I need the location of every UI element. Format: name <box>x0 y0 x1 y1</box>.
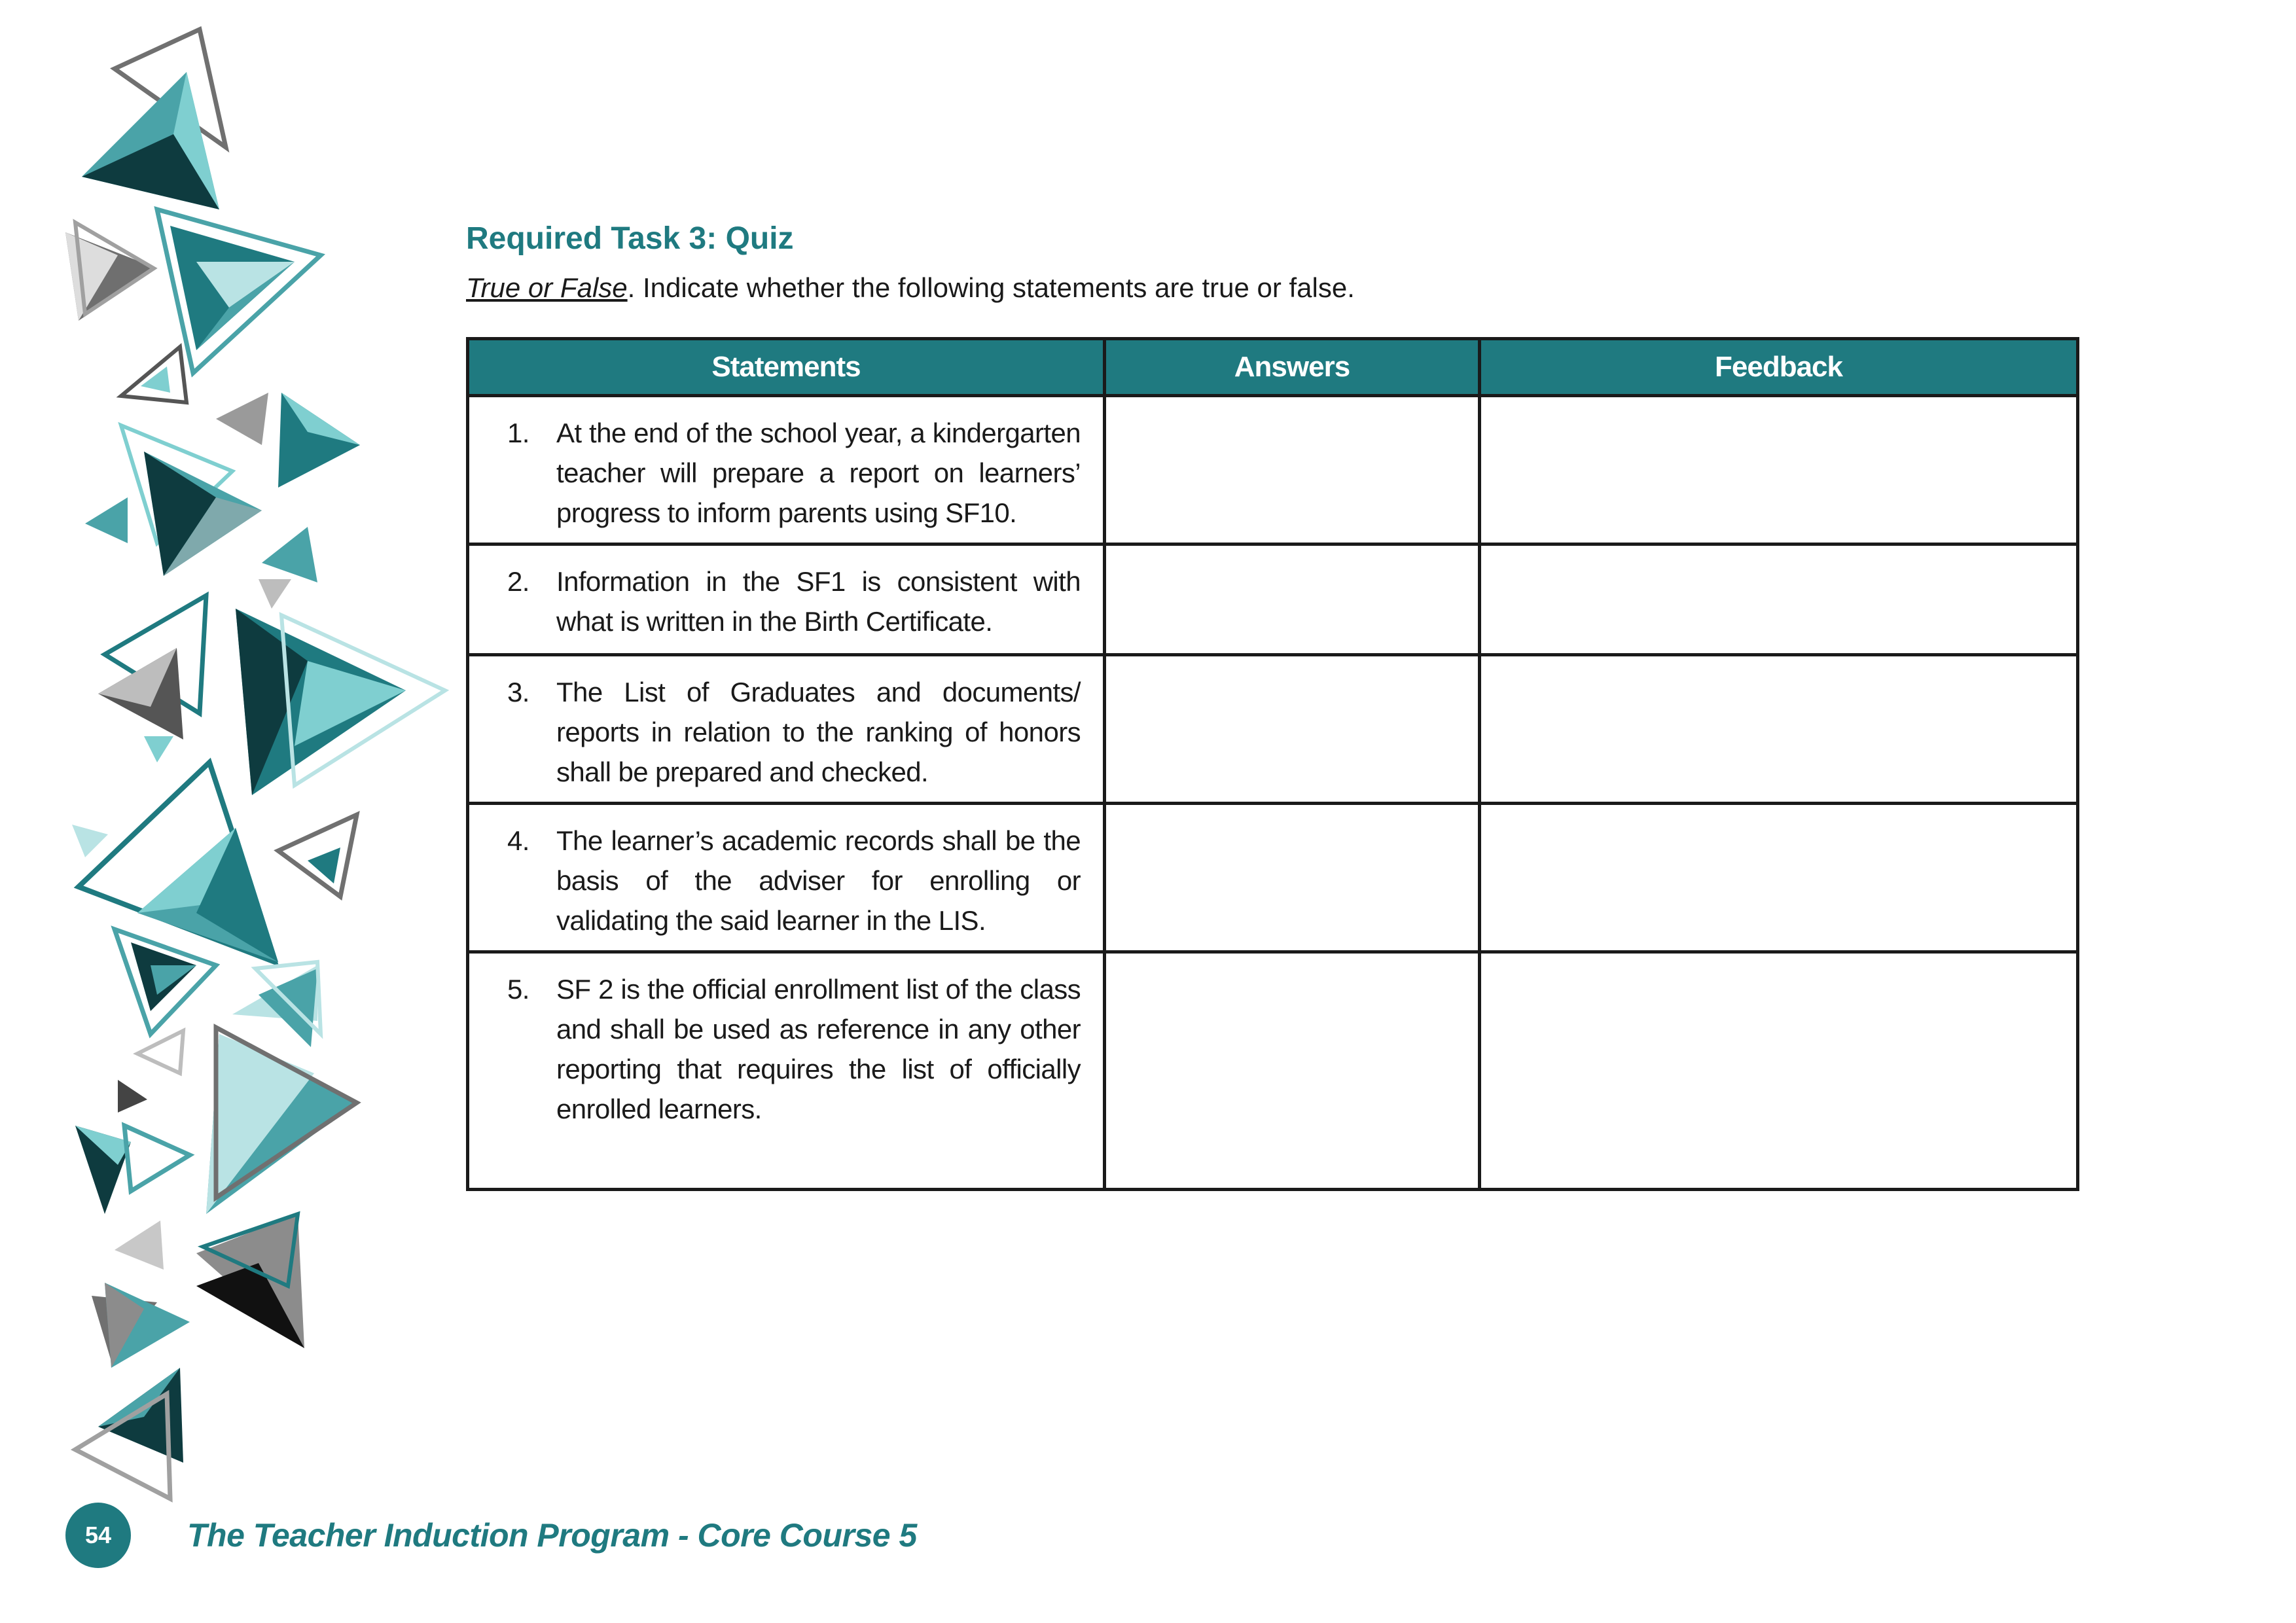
statement-number: 5. <box>507 974 529 1005</box>
quiz-table <box>466 337 2079 1191</box>
answer-cell[interactable] <box>1105 396 1480 544</box>
decorative-triangle-pattern <box>0 0 471 1525</box>
statement-text: SF 2 is the official enrollment list of the class and shall be used as reference in any other reporting that requires the list of officially enrolled learners. <box>556 974 1081 1124</box>
statement-text: The List of Graduates and documents/ reports in relation to the ranking of honors shall be prepared and checked. <box>556 677 1081 787</box>
task-title: Required Task 3: Quiz <box>466 221 794 256</box>
page-footer <box>65 1503 917 1568</box>
statement-cell <box>468 655 1105 804</box>
header-answers: Answers <box>1105 339 1480 396</box>
instruction-lead: True or False <box>466 272 628 303</box>
statement-text: At the end of the school year, a kindergarten teacher will prepare a report on learners’ progress to inform parents using SF10. <box>556 418 1081 528</box>
header-feedback: Feedback <box>1480 339 2078 396</box>
table-row <box>468 544 2078 655</box>
statement-cell <box>468 544 1105 655</box>
table-row <box>468 396 2078 544</box>
answer-cell[interactable] <box>1105 804 1480 952</box>
statement-cell <box>468 396 1105 544</box>
table-header-row <box>468 339 2078 396</box>
task-instructions <box>466 268 2076 308</box>
statement-number: 3. <box>507 677 529 707</box>
feedback-cell[interactable] <box>1480 396 2078 544</box>
statement-text: The learner’s academic records shall be the basis of the adviser for enrolling or validating the said learner in the LIS. <box>556 825 1081 936</box>
statement-cell <box>468 952 1105 1190</box>
statement-number: 4. <box>507 825 529 856</box>
main-content <box>466 216 2076 1124</box>
answer-cell[interactable] <box>1105 655 1480 804</box>
page-number-badge: 54 <box>65 1503 131 1568</box>
table-row <box>468 804 2078 952</box>
table-row <box>468 655 2078 804</box>
footer-title: The Teacher Induction Program - Core Course 5 <box>187 1517 917 1554</box>
answer-cell[interactable] <box>1105 544 1480 655</box>
answer-cell[interactable] <box>1105 952 1480 1190</box>
instruction-text: . Indicate whether the following statements are true or false. <box>627 272 1355 303</box>
header-statements: Statements <box>468 339 1105 396</box>
feedback-cell[interactable] <box>1480 952 2078 1190</box>
statement-cell <box>468 804 1105 952</box>
statement-text: Information in the SF1 is consistent with what is written in the Birth Certificate. <box>556 566 1081 637</box>
feedback-cell[interactable] <box>1480 544 2078 655</box>
feedback-cell[interactable] <box>1480 804 2078 952</box>
feedback-cell[interactable] <box>1480 655 2078 804</box>
statement-number: 2. <box>507 566 529 597</box>
statement-number: 1. <box>507 418 529 448</box>
table-row <box>468 952 2078 1190</box>
